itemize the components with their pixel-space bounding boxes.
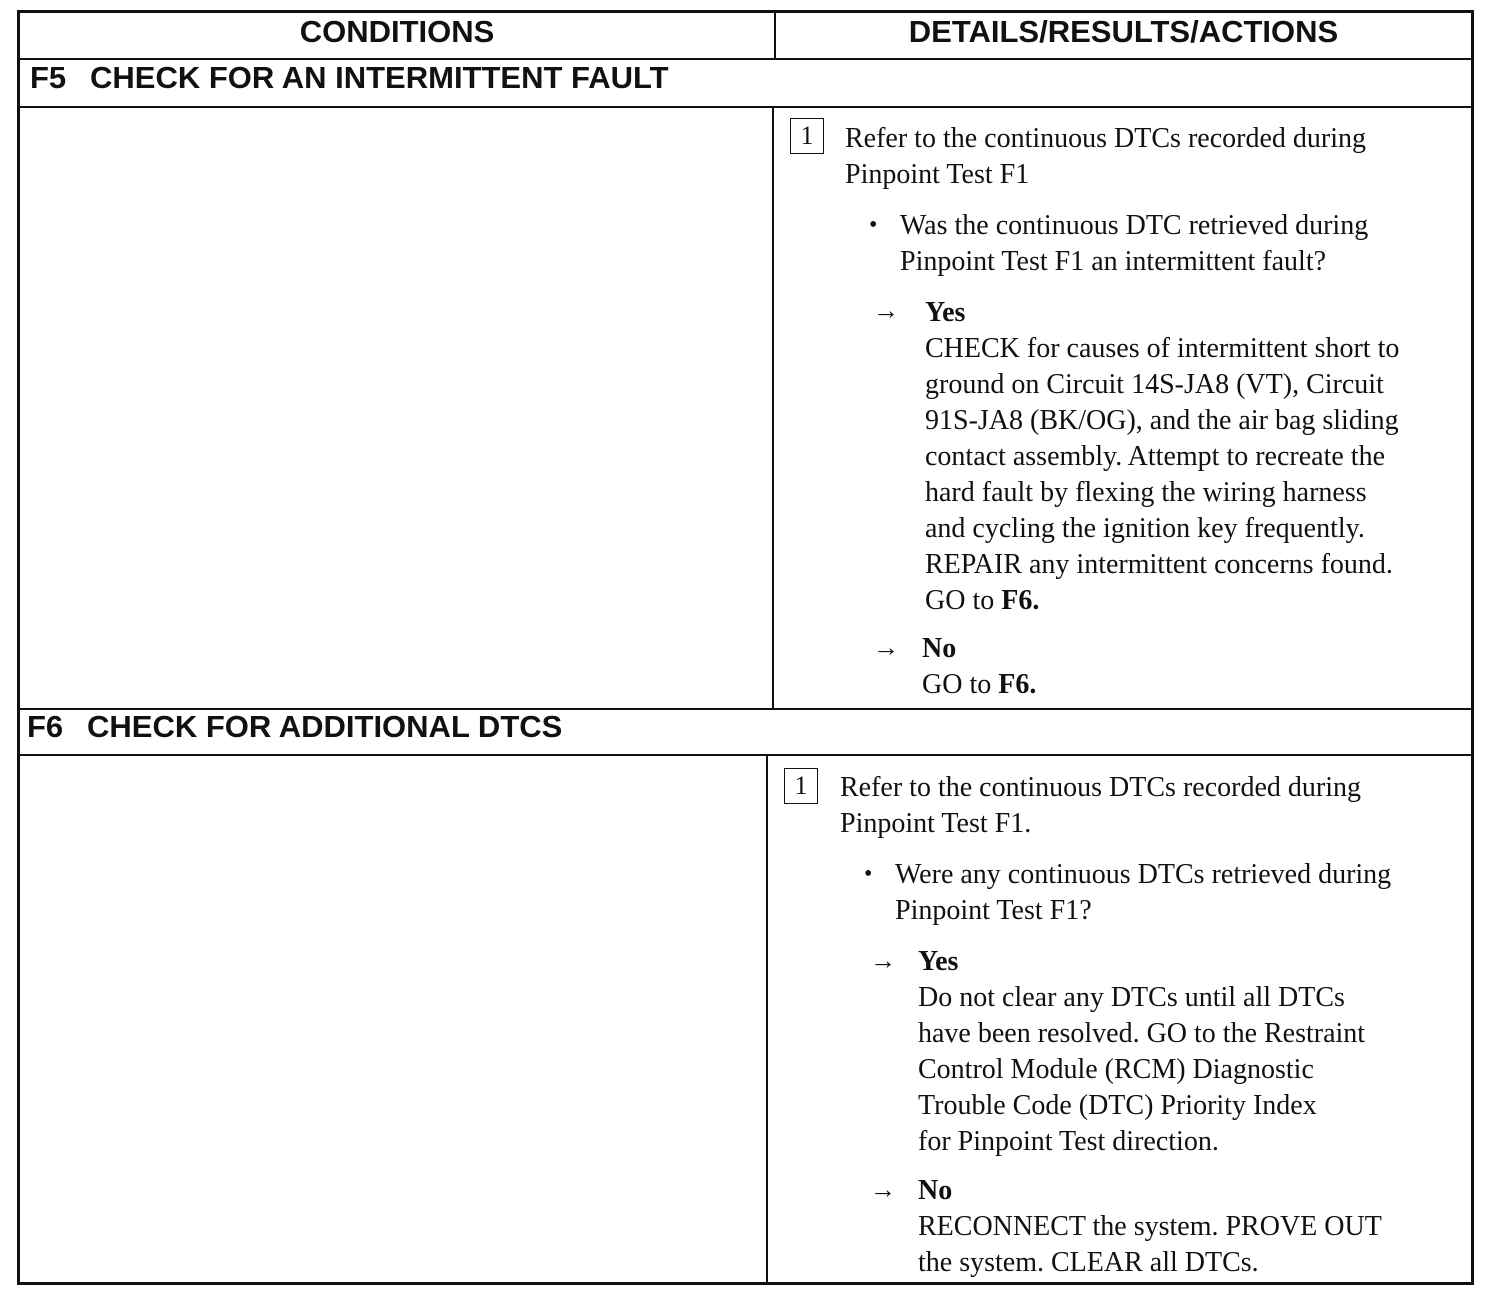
question-line: Were any continuous DTCs retrieved during <box>895 859 1392 890</box>
yes-goto-f5 <box>925 583 1399 619</box>
yes-text-f5 <box>925 331 1399 619</box>
yes-line: and cycling the ignition key frequently. <box>925 513 1365 544</box>
step-line: Refer to the continuous DTCs recorded during <box>845 123 1366 154</box>
no-line: RECONNECT the system. PROVE OUT <box>918 1211 1382 1242</box>
step-box-f5: 1 <box>790 118 824 154</box>
no-label-f6: No <box>918 1175 953 1206</box>
section-code: F5 <box>30 60 67 95</box>
yes-label-f6: Yes <box>918 946 959 977</box>
border-right <box>1471 10 1474 1285</box>
bullet-icon: • <box>869 212 878 238</box>
yes-line: 91S-JA8 (BK/OG), and the air bag sliding <box>925 405 1399 436</box>
step-line: Pinpoint Test F1. <box>840 808 1032 839</box>
yes-label-f5: Yes <box>925 297 966 328</box>
goto-prefix: GO to <box>925 585 995 616</box>
yes-line: CHECK for causes of intermittent short to <box>925 333 1400 364</box>
yes-line: Trouble Code (DTC) Priority Index <box>918 1090 1317 1121</box>
arrow-right-icon: → <box>870 946 896 975</box>
yes-line: REPAIR any intermittent concerns found. <box>925 549 1393 580</box>
section-title: CHECK FOR AN INTERMITTENT FAULT <box>90 60 669 95</box>
section-title-f6 <box>27 709 562 745</box>
goto-prefix: GO to <box>922 669 992 700</box>
section-f5-divider <box>17 106 1474 108</box>
column-divider-f5 <box>772 106 774 708</box>
step-text-f6 <box>840 770 1361 842</box>
step-line: Pinpoint Test F1 <box>845 159 1030 190</box>
yes-line: Control Module (RCM) Diagnostic <box>918 1054 1314 1085</box>
border-top <box>17 10 1474 13</box>
arrow-right-icon: → <box>873 296 899 325</box>
column-divider-f6 <box>766 754 768 1284</box>
arrow-right-icon: → <box>873 633 899 662</box>
no-goto-f5 <box>922 667 1036 703</box>
section-title-f5 <box>30 60 669 96</box>
yes-line: Do not clear any DTCs until all DTCs <box>918 982 1345 1013</box>
question-line: Pinpoint Test F1 an intermittent fault? <box>900 246 1327 277</box>
step-box-f6: 1 <box>784 768 818 804</box>
yes-line: ground on Circuit 14S-JA8 (VT), Circuit <box>925 369 1384 400</box>
section-code: F6 <box>27 709 64 744</box>
step-line: Refer to the continuous DTCs recorded during <box>840 772 1361 803</box>
goto-target-link[interactable]: F6. <box>1001 585 1040 616</box>
yes-text-f6 <box>918 980 1365 1160</box>
arrow-right-icon: → <box>870 1175 896 1204</box>
yes-line: contact assembly. Attempt to recreate the <box>925 441 1386 472</box>
question-line: Pinpoint Test F1? <box>895 895 1092 926</box>
yes-line: for Pinpoint Test direction. <box>918 1126 1219 1157</box>
no-label-f5: No <box>922 633 957 664</box>
question-text-f6 <box>895 857 1391 929</box>
question-text-f5 <box>900 208 1368 280</box>
question-line: Was the continuous DTC retrieved during <box>900 210 1369 241</box>
border-left <box>17 10 20 1285</box>
section-f6-divider <box>17 754 1474 756</box>
yes-line: hard fault by flexing the wiring harness <box>925 477 1367 508</box>
goto-target-link[interactable]: F6. <box>998 669 1037 700</box>
section-title: CHECK FOR ADDITIONAL DTCS <box>87 709 563 744</box>
header-details: DETAILS/RESULTS/ACTIONS <box>908 14 1339 49</box>
border-bottom <box>17 1282 1474 1285</box>
yes-line: have been resolved. GO to the Restraint <box>918 1018 1366 1049</box>
no-line: the system. CLEAR all DTCs. <box>918 1247 1259 1278</box>
bullet-icon: • <box>864 861 873 887</box>
header-conditions: CONDITIONS <box>299 14 495 49</box>
step-text-f5 <box>845 121 1366 193</box>
no-text-f6 <box>918 1209 1382 1281</box>
